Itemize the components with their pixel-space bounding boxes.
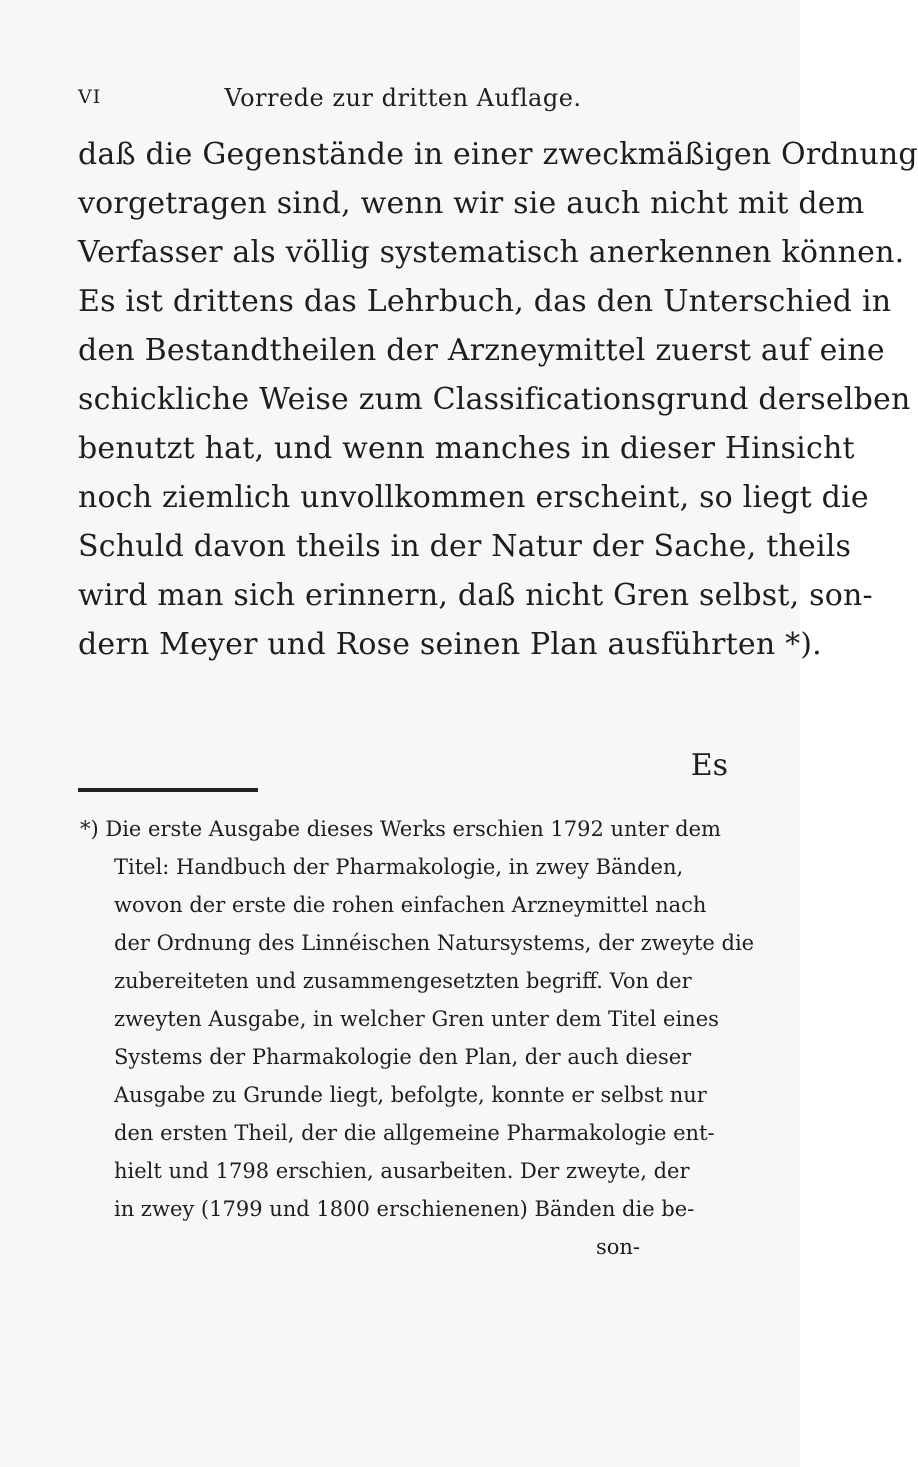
footnote-line: zweyten Ausgabe, in welcher Gren unter dem Titel eines [114, 1007, 719, 1031]
text-line: dern Meyer und Rose seinen Plan ausführten *). [78, 627, 822, 662]
text-line: Schuld davon theils in der Natur der Sache, theils [78, 529, 852, 564]
footnote [80, 810, 760, 1266]
footnote-line: zubereiteten und zusammengesetzten begriff. Von der [114, 969, 692, 993]
footnote-line: *) Die erste Ausgabe dieses Werks erschien 1792 unter dem [80, 817, 721, 841]
text-line: benutzt hat, und wenn manches in dieser Hinsicht [78, 431, 855, 466]
footnote-line: Ausgabe zu Grunde liegt, befolgte, konnte er selbst nur [114, 1083, 707, 1107]
footnote-line: in zwey (1799 und 1800 erschienenen) Bänden die be- [114, 1197, 695, 1221]
text-line: Verfasser als völlig systematisch anerkennen können. [78, 235, 905, 270]
footnote-line: hielt und 1798 erschien, ausarbeiten. Der zweyte, der [114, 1159, 690, 1183]
footnote-line: den ersten Theil, der die allgemeine Pharmakologie ent- [114, 1121, 715, 1145]
page-number: VI [78, 86, 102, 108]
footnote-line: wovon der erste die rohen einfachen Arzneymittel nach [114, 893, 707, 917]
page-header [78, 78, 728, 118]
main-text [78, 130, 918, 669]
text-line: wird man sich erinnern, daß nicht Gren selbst, son- [78, 578, 873, 613]
footnote-line: Systems der Pharmakologie den Plan, der auch dieser [114, 1045, 692, 1069]
text-line: noch ziemlich unvollkommen erscheint, so liegt die [78, 480, 869, 515]
footnote-line: der Ordnung des Linnéischen Natursystems, der zweyte die [114, 931, 755, 955]
running-head: Vorrede zur dritten Auflage. [224, 84, 582, 112]
footnote-line: Titel: Handbuch der Pharmakologie, in zwey Bänden, [114, 855, 684, 879]
footnote-rule [78, 788, 258, 792]
text-line: vorgetragen sind, wenn wir sie auch nicht mit dem [78, 186, 865, 221]
text-line: schickliche Weise zum Classificationsgrund derselben [78, 382, 911, 417]
text-line: den Bestandtheilen der Arzneymittel zuerst auf eine [78, 333, 885, 368]
text-line: daß die Gegenstände in einer zweckmäßigen Ordnung [78, 137, 918, 172]
footnote-catchword: son- [595, 1235, 640, 1259]
text-line: Es ist drittens das Lehrbuch, das den Unterschied in [78, 284, 892, 319]
catchword: Es [690, 748, 728, 783]
